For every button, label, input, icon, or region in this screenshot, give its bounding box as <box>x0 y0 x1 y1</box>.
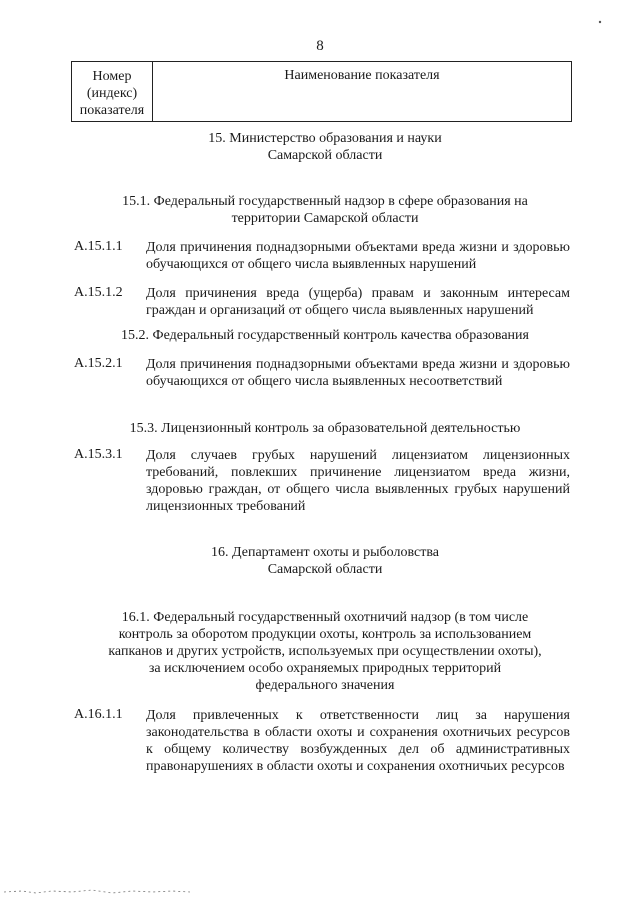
subsection-title-line: федерального значения <box>255 678 395 693</box>
section-title-line: Самарской области <box>267 148 383 163</box>
header-table <box>71 61 572 122</box>
header-index-line: (индекс) <box>86 86 138 101</box>
scan-artifact <box>2 886 192 900</box>
subsection-title-line: капканов и других устройств, используемых при осуществлении охоты), <box>108 644 542 659</box>
subsection-title-line: за исключением особо охраняемых природных территорий <box>148 661 502 676</box>
subsection-15-1-title <box>60 193 590 227</box>
indicator-code: А.15.1.1 <box>74 239 123 254</box>
indicator-text: Доля причинения поднадзорными объектами вреда жизни и здоровью обучающихся от общего числа выявленных несоответствий <box>146 357 570 389</box>
section-title-line: 15. Министерство образования и науки <box>208 131 442 146</box>
subsection-title-line: 15.1. Федеральный государственный надзор в сфере образования на <box>122 194 528 209</box>
header-index-column <box>72 68 152 119</box>
header-name-column: Наименование показателя <box>284 68 440 83</box>
section-title-line: Самарской области <box>267 562 383 577</box>
indicator-text: Доля причинения поднадзорными объектами вреда жизни и здоровью обучающихся от общего числа выявленных нарушений <box>146 240 570 272</box>
indicator-text: Доля причинения вреда (ущерба) правам и законным интересам граждан и организаций от общего числа выявленных нарушений <box>146 286 570 318</box>
subsection-title-line: территории Самарской области <box>231 211 419 226</box>
header-index-line: Номер <box>92 69 132 84</box>
indicator-code: А.15.2.1 <box>74 356 123 371</box>
subsection-title-line: контроль за оборотом продукции охоты, контроль за использованием <box>118 627 532 642</box>
subsection-16-1-title <box>60 609 590 694</box>
indicator-code: А.15.1.2 <box>74 285 123 300</box>
subsection-15-3-title: 15.3. Лицензионный контроль за образовательной деятельностью <box>129 421 521 436</box>
indicator-text: Доля случаев грубых нарушений лицензиатом лицензионных требований, повлекших причинение лицензиатом вреда жизни, здоровью граждан, от общего числа выявленных грубых нарушений лицензионных требований <box>146 448 570 514</box>
section-title-line: 16. Департамент охоты и рыболовства <box>211 545 439 560</box>
scan-dot <box>597 14 603 30</box>
indicator-text: Доля привлеченных к ответственности лиц за нарушения законодательства в области охоты и сохранения охотничьих ресурсов к общему количеству возбужденных дел об административных правонарушениях в области охоты и сохранения охотничьих ресурсов <box>146 708 570 774</box>
section-16-title <box>60 544 590 578</box>
indicator-code: А.15.3.1 <box>74 447 123 462</box>
subsection-title-line: 16.1. Федеральный государственный охотничий надзор (в том числе <box>121 610 529 625</box>
scan-dot-icon <box>597 19 603 25</box>
header-index-line: показателя <box>79 103 145 118</box>
section-15-title <box>60 130 590 164</box>
page-number: 8 <box>316 38 324 54</box>
indicator-code: А.16.1.1 <box>74 707 123 722</box>
scan-noise-icon <box>2 886 192 898</box>
subsection-15-2-title: 15.2. Федеральный государственный контроль качества образования <box>121 328 529 343</box>
